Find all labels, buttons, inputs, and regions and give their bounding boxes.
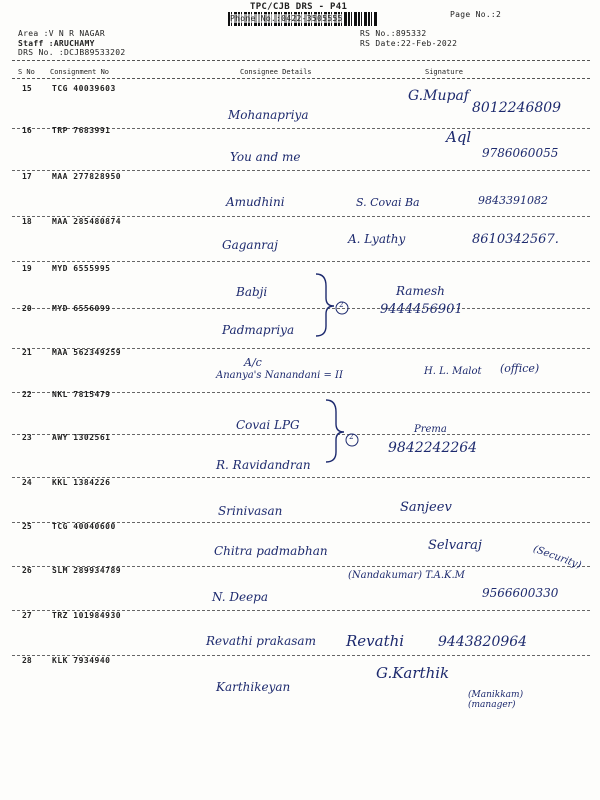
signature: Aql — [446, 128, 472, 146]
row-sno: 26 — [22, 566, 32, 575]
row-consignment: NKL 7815479 — [52, 390, 111, 399]
signature: Revathi — [346, 632, 405, 650]
rs-date: RS Date:22-Feb-2022 — [360, 39, 458, 48]
signature: A. Lyathy — [348, 232, 406, 246]
brace-mark — [312, 270, 352, 340]
signature: G.Karthik — [376, 664, 450, 682]
phone-number: Phone No.:0422-3505555 — [230, 14, 343, 23]
brace-mark — [322, 396, 362, 466]
area: Area :V N R NAGAR — [18, 29, 105, 38]
consignee-name: R. Ravidandran — [216, 458, 311, 472]
row-sno: 25 — [22, 522, 32, 531]
phone-written: 8012246809 — [472, 100, 562, 116]
row-sno: 15 — [22, 84, 32, 93]
consignee-name: Babji — [236, 285, 268, 299]
phone-written: 9443820964 — [438, 634, 528, 650]
row-consignment: MAA 562349259 — [52, 348, 122, 357]
signature: S. Covai Ba — [356, 196, 420, 209]
row-sno: 17 — [22, 172, 32, 181]
phone-written: 9566600330 — [482, 586, 559, 600]
manager-note: (Manikkam) (manager) — [468, 690, 524, 710]
row-sno: 24 — [22, 478, 32, 487]
phone-written: 8610342567. — [472, 232, 559, 247]
signature: Sanjeev — [400, 500, 452, 515]
circle-number: 2 — [339, 301, 344, 309]
row-consignment: SLM 289934789 — [52, 566, 122, 575]
row-sno: 19 — [22, 264, 32, 273]
col-details: Consignee Details — [240, 68, 312, 76]
row-sno: 28 — [22, 656, 32, 665]
row-consignment: MAA 285480874 — [52, 217, 122, 226]
account-note: A/c — [244, 356, 262, 369]
row-divider — [12, 170, 590, 171]
phone-written: 9444456901 — [380, 302, 463, 317]
consignee-name: Chitra padmabhan — [214, 544, 328, 558]
page-number: Page No.:2 — [450, 10, 502, 19]
staff: Staff :ARUCHAMY — [18, 39, 95, 48]
col-sno: S No — [18, 68, 35, 76]
row-consignment: TRP 7683991 — [52, 126, 111, 135]
security-note: (Security) — [531, 543, 583, 572]
phone-written: 9842242264 — [388, 440, 478, 456]
consignee-name: Ananya's Nanandani = II — [216, 370, 343, 381]
drs-number: DRS No. :DCJB89533202 — [18, 48, 126, 57]
consignee-name: Gaganraj — [222, 238, 278, 252]
row-consignment: MAA 277828950 — [52, 172, 122, 181]
row-consignment: MYD 6556099 — [52, 304, 111, 313]
row-consignment: KLK 7934940 — [52, 656, 111, 665]
row-sno: 16 — [22, 126, 32, 135]
signature: H. L. Malot — [424, 366, 482, 377]
consignee-name: Padmapriya — [222, 323, 295, 337]
rs-number: RS No.:895332 — [360, 29, 427, 38]
signature: Ramesh — [396, 284, 445, 298]
row-consignment: TCG 40039603 — [52, 84, 116, 93]
row-sno: 18 — [22, 217, 32, 226]
row-divider — [12, 261, 590, 262]
consignee-name: Karthikeyan — [216, 680, 291, 694]
row-sno: 23 — [22, 433, 32, 442]
consignee-name: You and me — [230, 150, 301, 164]
col-consignment: Consignment No — [50, 68, 110, 76]
report-title: TPC/CJB DRS - P41 — [250, 2, 348, 12]
phone-written: 9843391082 — [478, 194, 548, 207]
row-consignment: TRZ 101984930 — [52, 611, 122, 620]
column-divider — [12, 78, 590, 79]
row-sno: 22 — [22, 390, 32, 399]
col-signature: Signature — [425, 68, 463, 76]
header-divider — [12, 60, 590, 61]
consignee-name: Revathi prakasam — [206, 634, 316, 648]
signature: Prema — [414, 424, 447, 435]
row-consignment: MYD 6555995 — [52, 264, 111, 273]
consignee-name: Amudhini — [226, 195, 285, 209]
row-consignment: KKL 1384226 — [52, 478, 111, 487]
consignee-name: Covai LPG — [236, 418, 300, 432]
signature: G.Mupaf — [408, 88, 469, 104]
consignee-name: Srinivasan — [218, 504, 283, 518]
signature: Selvaraj — [428, 538, 482, 553]
row-sno: 20 — [22, 304, 32, 313]
row-consignment: TCG 40040600 — [52, 522, 116, 531]
consignee-name: N. Deepa — [212, 590, 269, 604]
phone-written: 9786060055 — [482, 146, 559, 160]
row-sno: 21 — [22, 348, 32, 357]
row-consignment: AWY 1302561 — [52, 433, 111, 442]
row-sno: 27 — [22, 611, 32, 620]
office-note: (office) — [500, 362, 540, 375]
circle-number: 2 — [349, 433, 354, 441]
signature: (Nandakumar) T.A.K.M — [348, 570, 465, 581]
consignee-name: Mohanapriya — [228, 108, 309, 122]
